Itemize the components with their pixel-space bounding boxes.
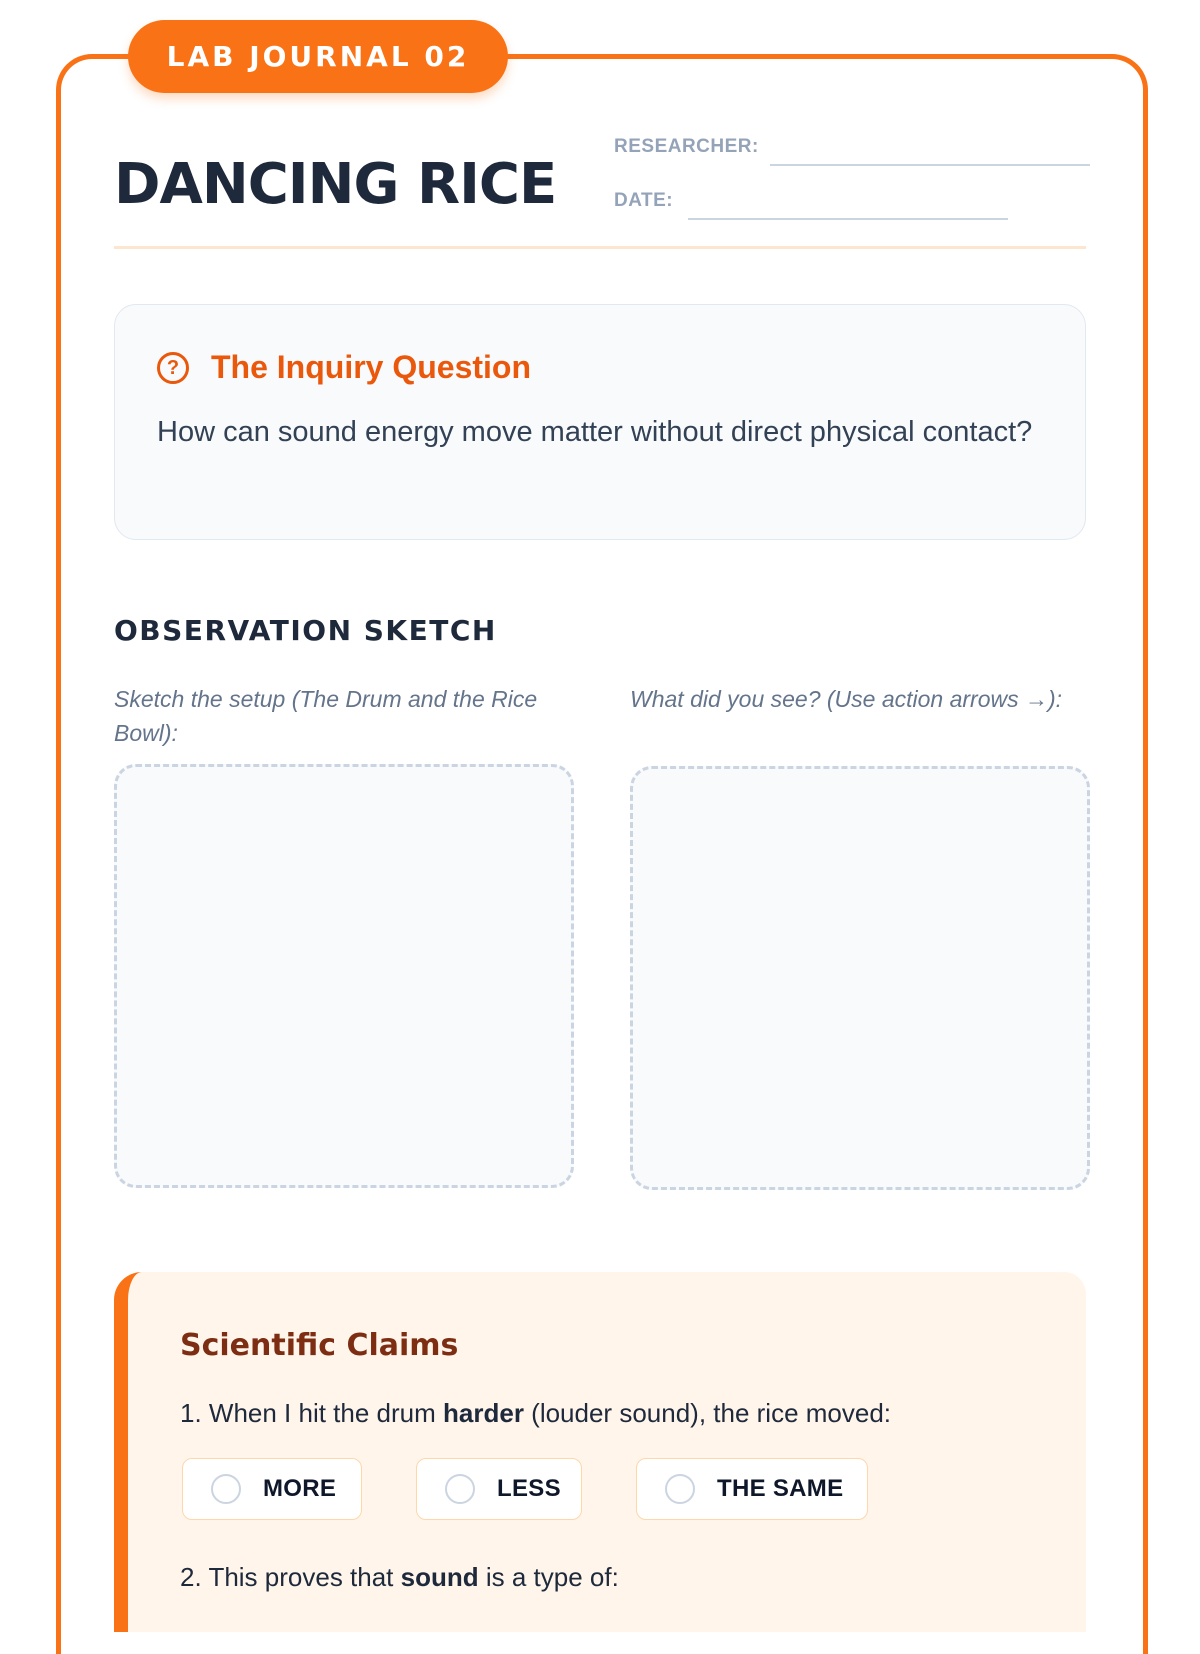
option-less-label: LESS xyxy=(497,1475,561,1502)
observation-sketch-prompt: What did you see? (Use action arrows →): xyxy=(630,686,1063,712)
claim-question-2 xyxy=(180,1562,619,1593)
q2-suffix: is a type of: xyxy=(478,1562,619,1592)
q1-prefix: 1. When I hit the drum xyxy=(180,1398,444,1428)
q1-suffix: (louder sound), the rice moved: xyxy=(523,1398,892,1428)
setup-sketch-prompt: Sketch the setup (The Drum and the Rice Bowl): xyxy=(114,686,538,746)
q2-emphasis: sound xyxy=(400,1562,479,1592)
date-label: DATE: xyxy=(614,190,674,211)
researcher-field[interactable] xyxy=(770,164,1090,166)
radio-more[interactable] xyxy=(211,1474,241,1504)
date-field[interactable] xyxy=(688,218,1008,220)
inquiry-title: The Inquiry Question xyxy=(211,349,532,385)
page-title: DANCING RICE xyxy=(114,152,557,217)
option-less[interactable] xyxy=(416,1458,582,1520)
inquiry-panel xyxy=(114,304,1086,540)
q1-emphasis: harder xyxy=(443,1398,524,1428)
option-more[interactable] xyxy=(182,1458,362,1520)
journal-badge: LAB JOURNAL 02 xyxy=(128,20,508,93)
radio-less[interactable] xyxy=(445,1474,475,1504)
setup-sketch-area[interactable] xyxy=(114,764,574,1188)
inquiry-question: How can sound energy move matter without direct physical contact? xyxy=(157,416,1033,448)
option-the-same-label: THE SAME xyxy=(717,1475,844,1502)
observation-title: OBSERVATION SKETCH xyxy=(114,614,497,647)
claims-title: Scientific Claims xyxy=(180,1328,459,1363)
q2-prefix: 2. This proves that xyxy=(180,1562,401,1592)
option-more-label: MORE xyxy=(263,1475,337,1502)
researcher-label: RESEARCHER: xyxy=(614,136,759,157)
question-circle-icon: ? xyxy=(157,352,189,384)
observation-sketch-area[interactable] xyxy=(630,766,1090,1190)
claims-panel xyxy=(114,1272,1086,1632)
header-divider xyxy=(114,246,1086,249)
radio-the-same[interactable] xyxy=(665,1474,695,1504)
claim-question-1 xyxy=(180,1398,891,1429)
option-the-same[interactable] xyxy=(636,1458,868,1520)
